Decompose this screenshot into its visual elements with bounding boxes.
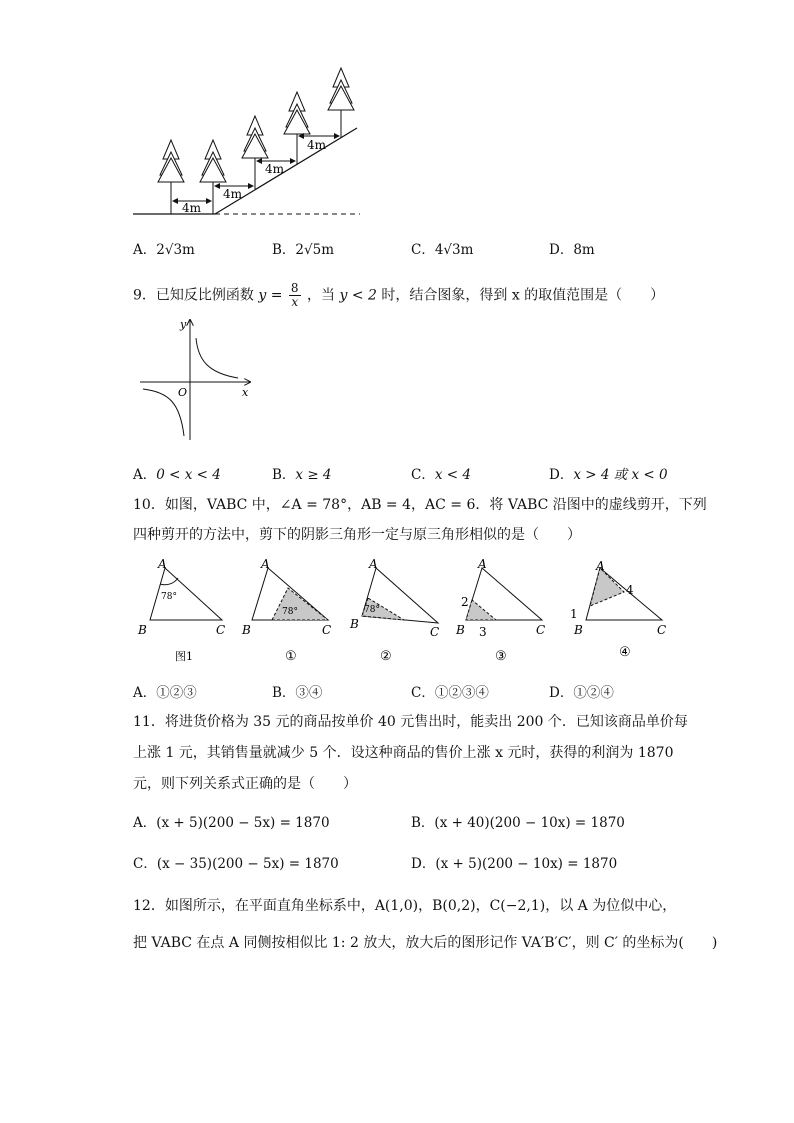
tree-5 [328, 68, 354, 138]
q9-condition: y < 2 [339, 287, 377, 304]
vertex-c-label: C [536, 623, 546, 637]
option-text: 2√5m [295, 242, 335, 258]
q11-stem-line-3: 元，则下列关系式正确的是（ ） [133, 776, 357, 792]
option-text: 0 < x < 4 [156, 467, 221, 483]
x-axis-label: x [242, 386, 249, 399]
q12-stem-line-1: 12．如图所示，在平面直角坐标系中，A(1,0)，B(0,2)，C(−2,1)，以 A 为位似中心， [133, 898, 677, 914]
option-text: x ≥ 4 [295, 467, 332, 483]
vertex-b-label: B [138, 623, 147, 637]
option-letter: D． [411, 856, 436, 872]
option-letter: A． [133, 685, 157, 701]
vertex-a-label: A [596, 559, 605, 573]
q9-function-lhs: y = [258, 287, 283, 304]
fraction-denominator: x [291, 295, 299, 309]
q10-stem-line-2: 四种剪开的方法中，剪下的阴影三角形一定与原三角形相似的是（ ） [133, 527, 581, 543]
q8-option-c[interactable] [411, 238, 473, 258]
q11-option-b[interactable] [411, 811, 625, 831]
figure-caption: ④ [619, 645, 631, 660]
q10-triangle-figures [130, 556, 675, 668]
fraction-numerator: 8 [290, 281, 299, 295]
option-text: ①②③④ [434, 685, 489, 701]
q9-stem [133, 282, 664, 309]
q11-option-c[interactable] [133, 852, 339, 872]
q10-option-c[interactable] [411, 681, 489, 701]
option-text: 8m [573, 242, 595, 258]
distance-label-1: 4m [182, 201, 202, 215]
option-text: (x + 5)(200 − 10x) = 1870 [435, 856, 618, 872]
vertex-a-label: A [369, 557, 378, 571]
option-letter: A． [133, 815, 157, 831]
option-text: 2√3m [156, 242, 195, 258]
option-letter: C． [411, 685, 435, 701]
y-axis-label: y [180, 318, 187, 331]
figure-caption: ③ [495, 649, 507, 664]
option-text: x < 4 [434, 467, 471, 483]
option-text: x > 4 或 x < 0 [573, 467, 668, 483]
q10-stem-line-1: 10．如图，VABC 中，∠A = 78°，AB = 4，AC = 6．将 VABC 沿图中的虚线剪开，下列 [133, 497, 707, 513]
option-text: 4√3m [434, 242, 474, 258]
option-text: (x + 5)(200 − 5x) = 1870 [156, 815, 330, 831]
side-length-label: 4 [626, 583, 634, 597]
q9-stem-prefix: 9．已知反比例函数 [133, 287, 254, 304]
q10-option-b[interactable] [272, 681, 322, 701]
q12-stem-line-2: 把 VABC 在点 A 同侧按相似比 1: 2 放大，放大后的图形记作 VA′B′C′，则 C′ 的坐标为( ) [133, 935, 718, 951]
angle-label: 78° [161, 592, 177, 602]
vertex-c-label: C [216, 623, 226, 637]
option-text: ①②③ [156, 685, 197, 701]
vertex-c-label: C [322, 623, 332, 637]
q9-option-c[interactable] [411, 463, 471, 483]
tree-3 [242, 116, 268, 189]
distance-label-4: 4m [307, 138, 327, 152]
q9-hyperbola-graph [138, 316, 258, 444]
vertex-a-label: A [478, 557, 487, 571]
option-letter: B． [272, 242, 296, 258]
angle-label: 78° [282, 607, 298, 617]
option-text: ③④ [295, 685, 323, 701]
q10-option-d[interactable] [549, 681, 614, 701]
q9-stem-suffix: 时，结合图象，得到 x 的取值范围是（ ） [381, 287, 665, 304]
figure-caption: 图1 [175, 650, 193, 663]
option-text: ①②④ [573, 685, 614, 701]
q10-option-a[interactable] [133, 681, 197, 701]
q11-stem-line-1: 11．将进货价格为 35 元的商品按单价 40 元售出时，能卖出 200 个．已知该商品单价每 [133, 714, 688, 730]
triangle-figure-1 [137, 557, 225, 663]
side-length-label: 3 [479, 625, 487, 639]
tree-1 [158, 140, 184, 214]
option-letter: B． [272, 467, 296, 483]
side-length-label: 1 [570, 607, 578, 621]
option-letter: D． [549, 685, 574, 701]
vertex-b-label: B [350, 617, 359, 631]
q9-option-d[interactable] [549, 463, 668, 483]
q11-stem-line-2: 上涨 1 元，其销售量就减少 5 个．设这种商品的售价上涨 x 元时，获得的利润为 1870 [133, 745, 674, 761]
option-text: (x − 35)(200 − 5x) = 1870 [156, 856, 339, 872]
q8-option-b[interactable] [272, 238, 334, 258]
triangle-figure-3 [349, 557, 439, 664]
q9-stem-middle: ，当 [307, 287, 336, 304]
q9-option-a[interactable] [133, 463, 221, 483]
option-letter: A． [133, 242, 157, 258]
distance-label-2: 4m [223, 187, 243, 201]
side-length-label: 2 [461, 595, 469, 609]
q8-option-d[interactable] [549, 238, 595, 258]
option-letter: D． [549, 467, 574, 483]
distance-label-3: 4m [265, 162, 285, 176]
q9-fraction [289, 282, 301, 309]
vertex-a-label: A [158, 557, 167, 571]
option-letter: B． [411, 815, 435, 831]
option-letter: C． [133, 856, 157, 872]
figure-caption: ① [285, 649, 297, 664]
trees-slope-figure [125, 62, 370, 222]
vertex-b-label: B [574, 623, 583, 637]
vertex-c-label: C [657, 623, 667, 637]
q9-option-b[interactable] [272, 463, 332, 483]
vertex-c-label: C [430, 625, 440, 639]
option-letter: D． [549, 242, 574, 258]
triangle-figure-4 [455, 557, 545, 664]
q8-option-a[interactable] [133, 238, 195, 258]
option-text: (x + 40)(200 − 10x) = 1870 [434, 815, 625, 831]
tree-4 [284, 92, 310, 164]
option-letter: B． [272, 685, 296, 701]
option-letter: C． [411, 467, 435, 483]
figure-caption: ② [380, 649, 392, 664]
q11-option-a[interactable] [133, 811, 330, 831]
option-letter: C． [411, 242, 435, 258]
vertex-b-label: B [456, 623, 465, 637]
origin-label: O [178, 386, 188, 399]
vertex-a-label: A [261, 557, 270, 571]
triangle-figure-2 [241, 557, 331, 664]
angle-label: 78° [364, 605, 380, 615]
triangle-figure-5 [570, 559, 666, 660]
vertex-b-label: B [242, 623, 251, 637]
q11-option-d[interactable] [411, 852, 617, 872]
option-letter: A． [133, 467, 157, 483]
tree-2 [200, 140, 226, 214]
